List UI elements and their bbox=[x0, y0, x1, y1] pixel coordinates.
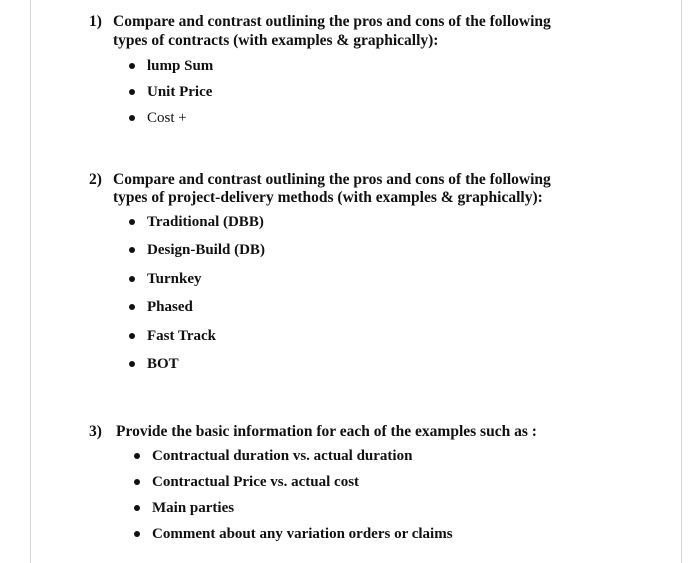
question-2-line-2: types of project-delivery methods (with examples & graphically): bbox=[113, 189, 543, 206]
page-left-edge bbox=[30, 0, 31, 563]
bullet-icon bbox=[129, 333, 135, 339]
question-3-number: 3) bbox=[89, 423, 102, 440]
bullet-icon bbox=[134, 505, 140, 511]
bullet-icon bbox=[129, 361, 135, 367]
bullet-icon bbox=[134, 453, 140, 459]
bullet-icon bbox=[129, 276, 135, 282]
question-1-line-1: Compare and contrast outlining the pros and cons of the following bbox=[113, 13, 551, 30]
bullet-icon bbox=[129, 304, 135, 310]
document-page: 1) Compare and contrast outlining the pros and cons of the following types of contracts (with examples & graphically): lump Sum Unit Price Cost + 2) Compare and contrast outlining the pros and cons of the following types of project-delivery methods (with examples & graphically): Traditional (DBB) Design-Build (DB) Turnkey Phased Fast Track BOT 3) Provide the basic information for each of the examples such as : Contractual duration vs. actual duration Contractual Price vs. actual cost Main parties Comment about any variation orders or claims bbox=[0, 0, 700, 563]
question-1-line-2: types of contracts (with examples & graphically): bbox=[113, 32, 439, 49]
bullet-icon bbox=[129, 115, 135, 121]
bullet-icon bbox=[129, 89, 135, 95]
bullet-icon bbox=[129, 247, 135, 253]
bullet-icon bbox=[129, 63, 135, 69]
bullet-icon bbox=[134, 531, 140, 537]
question-2-number: 2) bbox=[89, 171, 102, 188]
bullet-icon bbox=[129, 219, 135, 225]
question-1-number: 1) bbox=[89, 13, 102, 30]
question-3-line-1: Provide the basic information for each of the examples such as : bbox=[116, 423, 537, 440]
bullet-icon bbox=[134, 479, 140, 485]
page-right-edge bbox=[681, 0, 682, 563]
question-2-line-1: Compare and contrast outlining the pros and cons of the following bbox=[113, 171, 551, 188]
